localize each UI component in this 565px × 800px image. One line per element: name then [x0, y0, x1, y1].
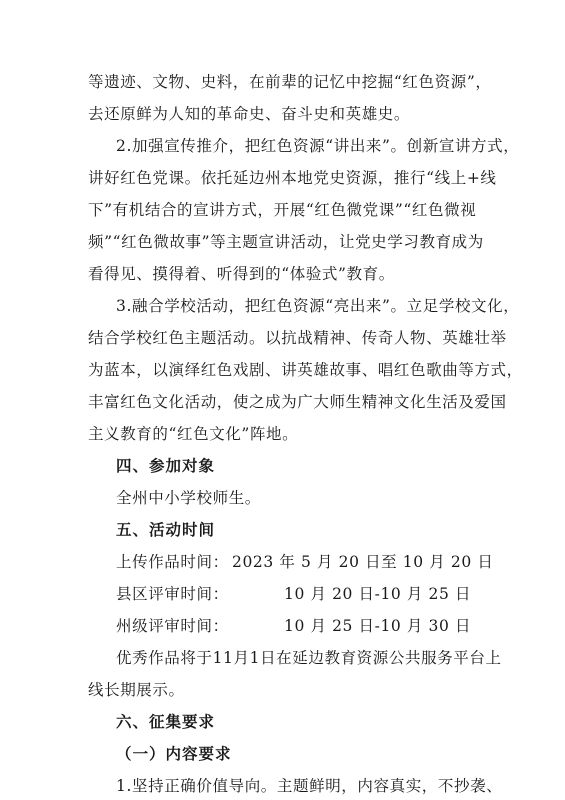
text-line: 优秀作品将于11月1日在延边教育资源公共服务平台上 — [116, 649, 502, 667]
schedule-row — [116, 616, 516, 636]
schedule-label: 州级评审时间： — [116, 617, 229, 635]
text-line: 下”有机结合的宣讲方式，开展“红色微党课”“红色微视 — [88, 201, 477, 219]
schedule-row — [116, 552, 516, 572]
text-line: 为蓝本，以演绎红色戏剧、讲英雄故事、唱红色歌曲等方式， — [88, 361, 523, 379]
text-line: 讲好红色党课。依托延边州本地党史资源，推行“线上+线 — [88, 169, 497, 187]
text-line: 2.加强宣传推介，把红色资源“讲出来”。创新宣讲方式， — [116, 137, 520, 155]
text-line: 全州中小学校师生。 — [116, 489, 261, 507]
text-line: 频”“红色微故事”等主题宣讲活动，让党史学习教育成为 — [88, 233, 484, 251]
text-line: 1.坚持正确价值导向。主题鲜明，内容真实，不抄袭、 — [116, 777, 503, 795]
text-line: 丰富红色文化活动，使之成为广大师生精神文化生活及爱国 — [88, 393, 507, 411]
section-heading: 五、活动时间 — [116, 521, 216, 539]
text-line: 主义教育的“红色文化”阵地。 — [88, 425, 299, 443]
section-heading: 四、参加对象 — [116, 457, 216, 475]
schedule-label: 上传作品时间： — [116, 553, 229, 571]
section-heading: 六、征集要求 — [116, 713, 216, 731]
text-line: 3.融合学校活动，把红色资源“亮出来”。立足学校文化， — [116, 297, 520, 315]
subsection-heading: （一）内容要求 — [116, 745, 232, 763]
text-line: 等遗迹、文物、史料，在前辈的记忆中挖掘“红色资源”， — [88, 73, 492, 91]
schedule-label: 县区评审时间： — [116, 585, 229, 603]
text-line: 看得见、摸得着、听得到的“体验式”教育。 — [88, 265, 395, 283]
text-line: 结合学校红色主题活动。以抗战精神、传奇人物、英雄壮举 — [88, 329, 507, 347]
schedule-value: 10 月 20 日-10 月 25 日 — [284, 585, 472, 603]
text-line: 线长期展示。 — [88, 681, 185, 699]
schedule-row — [116, 584, 516, 604]
text-line: 去还原鲜为人知的革命史、奋斗史和英雄史。 — [88, 105, 411, 123]
schedule-value: 2023 年 5 月 20 日至 10 月 20 日 — [232, 553, 494, 571]
schedule-value: 10 月 25 日-10 月 30 日 — [284, 617, 472, 635]
